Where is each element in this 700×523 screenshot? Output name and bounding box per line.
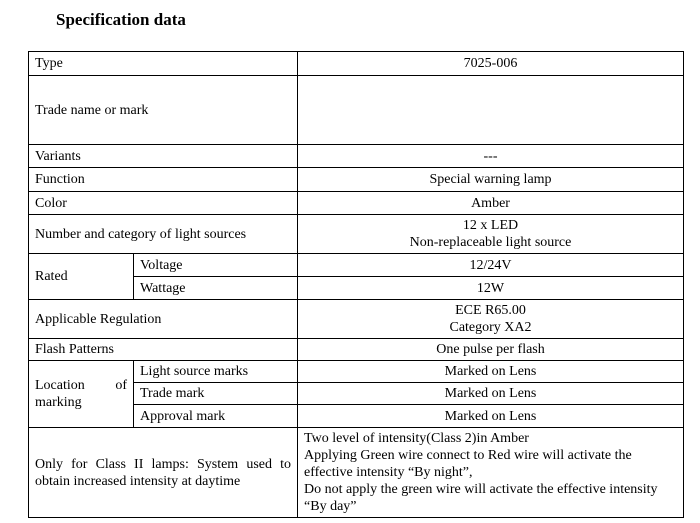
trade-name-label: Trade name or mark [29,76,298,145]
specification-table [28,51,684,518]
row-trade-name [29,76,684,145]
row-rated-voltage [29,254,684,277]
flash-value: One pulse per flash [298,339,684,361]
trade-name-value [298,76,684,145]
variants-value: --- [298,145,684,168]
light-sources-label: Number and category of light sources [29,215,298,254]
regulation-value-line2: Category XA2 [449,320,532,335]
class2-value-line3: Do not apply the green wire will activate the effective intensity “By day” [304,482,658,514]
row-flash [29,339,684,361]
row-location-light-source [29,361,684,383]
trade-mark-value: Marked on Lens [298,383,684,405]
regulation-value [298,300,684,339]
light-sources-value [298,215,684,254]
voltage-label: Voltage [134,254,298,277]
row-regulation [29,300,684,339]
approval-mark-value: Marked on Lens [298,405,684,428]
flash-label: Flash Patterns [29,339,298,361]
row-class2 [29,428,684,518]
location-label-line1: Location of [35,378,127,393]
row-type [29,52,684,76]
wattage-value: 12W [298,277,684,300]
approval-mark-label: Approval mark [134,405,298,428]
color-label: Color [29,192,298,215]
type-value: 7025-006 [298,52,684,76]
class2-label-line1: Only for Class II lamps: System used to [35,456,292,472]
page-title: Specification data [56,10,186,29]
class2-value [298,428,684,518]
function-label: Function [29,168,298,192]
class2-value-line2: Applying Green wire connect to Red wire will activate the effective intensity “By night”, [304,448,632,480]
type-label: Type [29,52,298,76]
wattage-label: Wattage [134,277,298,300]
light-source-marks-label: Light source marks [134,361,298,383]
class2-value-line1: Two level of intensity(Class 2)in Amber [304,431,529,446]
class2-label-line2: obtain increased intensity at daytime [35,473,241,489]
function-value: Special warning lamp [298,168,684,192]
row-color [29,192,684,215]
row-light-sources [29,215,684,254]
light-sources-value-line2: Non-replaceable light source [409,235,572,250]
row-variants [29,145,684,168]
location-label-line2: marking [35,395,82,410]
location-label [29,361,134,428]
trade-mark-label: Trade mark [134,383,298,405]
class2-label [29,428,298,518]
voltage-value: 12/24V [298,254,684,277]
regulation-value-line1: ECE R65.00 [455,303,526,318]
rated-label: Rated [29,254,134,300]
light-sources-value-line1: 12 x LED [462,218,519,233]
color-value: Amber [298,192,684,215]
variants-label: Variants [29,145,298,168]
regulation-label: Applicable Regulation [29,300,298,339]
row-function [29,168,684,192]
light-source-marks-value: Marked on Lens [298,361,684,383]
